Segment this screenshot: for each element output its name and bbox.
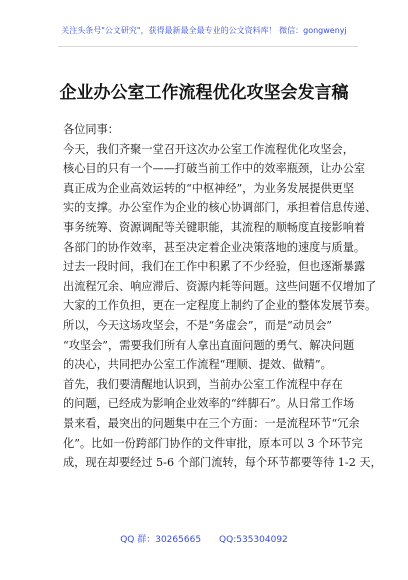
body-line: 各部门的协作效率，甚至决定着企业决策落地的速度与质量。: [63, 240, 366, 254]
header-divider: [58, 46, 358, 47]
body-line: 的问题，已经成为影响企业效率的“绊脚石”。从日常工作场: [63, 397, 355, 411]
body-line: 所以，今天这场攻坚会，不是“务虚会”，而是“动员会”: [63, 318, 333, 332]
body-line: 景来看，最突出的问题集中在三个方面：一是流程环节“冗余: [63, 416, 360, 430]
document-title: 企业办公室工作流程优化攻坚会发言稿: [59, 83, 349, 103]
body-line: 各位同事：: [63, 123, 119, 136]
body-line: 成，现在却要经过 5-6 个部门流转，每个环节都要等待 1-2 天，: [63, 456, 382, 470]
document-body: [63, 120, 382, 473]
footer-qq-group: QQ 群：30265665: [120, 535, 202, 545]
footer-contact: [0, 532, 408, 545]
body-line: 过去一段时间，我们在工作中积累了不少经验，但也逐渐暴露: [63, 260, 366, 274]
body-line: 首先，我们要清醒地认识到，当前办公室工作流程中存在: [63, 377, 343, 391]
body-line: 化”。比如一份跨部门协作的文件审批，原本可以 3 个环节完: [63, 436, 363, 450]
body-line: 实的支撑。办公室作为企业的核心协调部门，承担着信息传递、: [63, 201, 377, 215]
body-line: “攻坚会”，需要我们所有人拿出直面问题的勇气、解决问题: [63, 338, 355, 352]
body-line: 核心目的只有一个——打破当前工作中的效率瓶颈，让办公室: [63, 162, 366, 176]
body-line: 出流程冗余、响应滞后、资源内耗等问题。这些问题不仅增加了: [63, 279, 377, 293]
body-line: 大家的工作负担，更在一定程度上制约了企业的整体发展节奏。: [63, 299, 377, 313]
body-line: 的决心，共同把办公室工作流程“理顺、提效、做精”。: [63, 358, 332, 372]
body-line: 事务统筹、资源调配等关键职能，其流程的顺畅度直接影响着: [63, 220, 366, 234]
footer-qq: QQ:535304092: [219, 535, 288, 545]
body-line: 真正成为企业高效运转的“中枢神经”，为业务发展提供更坚: [63, 181, 355, 195]
body-line: 今天，我们齐聚一堂召开这次办公室工作流程优化攻坚会，: [63, 142, 354, 156]
header-note: 关注头条号"公文研究"，获得最新最全最专业的公文资料库！ 微信：gongwenyj: [61, 26, 347, 35]
